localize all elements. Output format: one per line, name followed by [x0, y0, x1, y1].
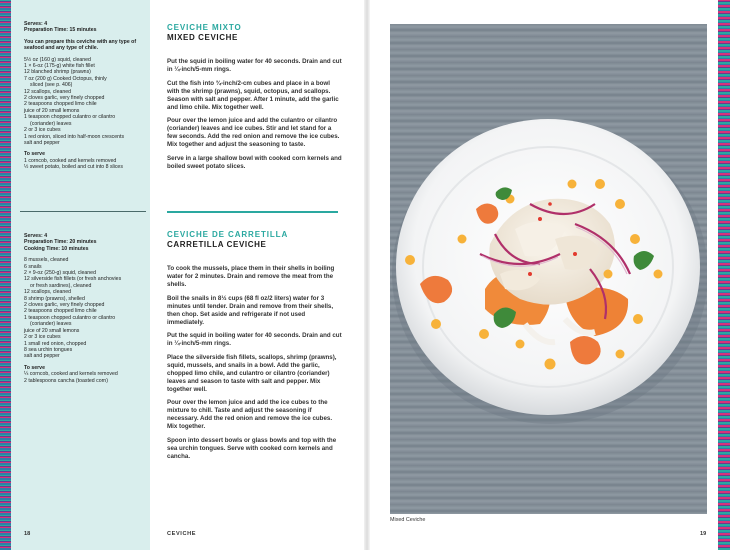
- ceviche-plate-illustration: [390, 24, 707, 514]
- recipe1-sidebar: [24, 21, 148, 171]
- ingredient-item: 2 or 3 ice cubes: [24, 334, 61, 341]
- ingredient-item: 12 scallops, cleaned: [24, 289, 72, 296]
- method-step: Pour over the lemon juice and add the ice cubes to the mixture to chill. Taste and adjust the seasoning if necessary. Add the red onion and remove the ice cubes. Mix together.: [167, 399, 333, 430]
- method-step: Place the silverside fish fillets, scallops, shrimp (prawns), squid, mussels, and snails in a bowl. Add the garlic, chopped limo chile, and culantro or cilantro (coriander) leaves and season to taste with salt and pepper. Mix together well.: [167, 353, 337, 393]
- method-step: Put the squid in boiling water for 40 seconds. Drain and cut in ¼-inch/5-mm rings.: [167, 332, 342, 347]
- ingredient-item: 8 mussels, cleaned: [24, 257, 69, 264]
- ingredient-item: 2 or 3 ice cubes: [24, 127, 61, 134]
- recipe1-subtitle: MIXED CEVICHE: [167, 33, 238, 42]
- ingredient-item: 8 shrimp (prawns), shelled: [24, 295, 85, 302]
- to-serve-label: To serve: [24, 364, 45, 371]
- ingredient-item: sliced (see p. 406): [30, 82, 73, 89]
- ingredient-item: 1 red onion, sliced into half-moon crescents: [24, 133, 125, 140]
- method-step: Cut the fish into ¾-inch/2-cm cubes and place in a bowl with the shrimp (prawns), squid, octopus, and scallops. Season with salt and pepper. After 1 minute, add the garlic and limo chile. Mix together well.: [167, 79, 339, 111]
- recipe1-method: [167, 58, 342, 176]
- ingredient-item: 1 teaspoon chopped culantro or cilantro: [24, 314, 116, 321]
- section-divider-accent: [167, 211, 338, 213]
- method-step: Serve in a large shallow bowl with cooked corn kernels and boiled sweet potato slices.: [167, 154, 342, 170]
- running-head: CEVICHE: [167, 531, 197, 537]
- ingredient-item: 2 teaspoons chopped limo chile: [24, 101, 97, 108]
- method-step: To cook the mussels, place them in their shells in boiling water for 2 minutes. Drain and remove the meat from the shells.: [167, 265, 335, 288]
- method-step: Pour over the lemon juice and add the culantro or cilantro (coriander) leaves and ice cubes. Stir and let stand for a few seconds. Add the red onion and remove the ice cubes. Mix together and adjust the seasoning to taste.: [167, 117, 340, 148]
- left-decorative-border: [0, 0, 11, 550]
- ingredient-item: 6 snails: [24, 263, 42, 270]
- ingredient-item: 5½ oz (160 g) squid, cleaned: [24, 56, 91, 63]
- ingredient-item: 2 teaspoons chopped limo chile: [24, 308, 97, 315]
- method-step: Spoon into dessert bowls or glass bowls and top with the sea urchin tongues. Serve with cooked corn kernels and cancha.: [167, 436, 337, 460]
- to-serve-item: 2 tablespoons cancha (toasted corn): [24, 377, 108, 384]
- ingredient-item: juice of 20 small lemons: [24, 327, 80, 334]
- ingredient-item: 2 × 9-oz (250-g) squid, cleaned: [24, 270, 96, 277]
- right-decorative-border: [718, 0, 730, 550]
- prep-time: Preparation Time: 15 minutes: [24, 27, 97, 34]
- recipe2-method: [167, 265, 342, 466]
- to-serve-item: ¼ corncob, cooked and kernels removed: [24, 371, 118, 378]
- ingredient-item: juice of 20 small lemons: [24, 107, 80, 114]
- ingredient-item: 7 oz (200 g) Cooked Octopus, thinly: [24, 75, 107, 82]
- ingredient-item: 1 small red onion, chopped: [24, 340, 87, 347]
- ingredient-item: (coriander) leaves: [30, 120, 72, 127]
- to-serve-item: 1 corncob, cooked and kernels removed: [24, 157, 117, 164]
- ingredient-item: 12 blanched shrimp (prawns): [24, 69, 91, 76]
- serves-label: Serves: 4: [24, 233, 48, 239]
- ingredient-list: [24, 257, 148, 360]
- photo-caption: Mixed Ceviche: [390, 517, 426, 523]
- book-spine: [364, 0, 370, 550]
- ingredient-item: 2 cloves garlic, very finely chopped: [24, 302, 105, 309]
- ingredient-item: or fresh sardines), cleaned: [30, 282, 92, 289]
- ingredient-item: salt and pepper: [24, 139, 60, 146]
- recipe-note: You can prepare this ceviche with any type of seafood and any type of chile.: [24, 38, 137, 52]
- ingredient-item: (coriander) leaves: [30, 321, 72, 328]
- ingredient-item: salt and pepper: [24, 353, 60, 360]
- prep-time: Preparation Time: 20 minutes: [24, 239, 97, 246]
- serves-label: Serves: 4: [24, 21, 48, 27]
- to-serve-label: To serve: [24, 151, 45, 158]
- page-number-right: 19: [700, 531, 707, 537]
- ingredient-list: [24, 57, 148, 147]
- ingredient-item: 1 × 6-oz (175-g) white fish fillet: [24, 63, 95, 70]
- recipe1-title: CEVICHE MIXTO: [167, 23, 242, 32]
- cook-time: Cooking Time: 10 minutes: [24, 245, 89, 252]
- page-number-left: 18: [24, 531, 31, 537]
- recipe2-subtitle: CARRETILLA CEVICHE: [167, 240, 267, 249]
- method-step: Put the squid in boiling water for 40 seconds. Drain and cut in ¼-inch/5-mm rings.: [167, 58, 342, 73]
- mixed-ceviche-photo: [390, 24, 707, 514]
- ingredient-item: 12 silverside fish fillets (or fresh anchovies: [24, 276, 122, 283]
- to-serve-item: ½ sweet potato, boiled and cut into 8 slices: [24, 164, 123, 171]
- ingredient-item: 1 teaspoon chopped culantro or cilantro: [24, 114, 116, 121]
- recipe2-sidebar: [24, 233, 148, 384]
- section-divider: [20, 211, 146, 212]
- recipe2-title: CEVICHE DE CARRETILLA: [167, 230, 289, 239]
- ingredient-item: 2 cloves garlic, very finely chopped: [24, 95, 105, 102]
- ingredient-item: 12 scallops, cleaned: [24, 88, 72, 95]
- ingredient-item: 8 sea urchin tongues: [24, 346, 73, 353]
- method-step: Boil the snails in 8½ cups (68 fl oz/2 liters) water for 3 minutes until tender. Drain and remove from their shells, then chop. Set aside and refrigerate if not used immediately.: [167, 294, 334, 326]
